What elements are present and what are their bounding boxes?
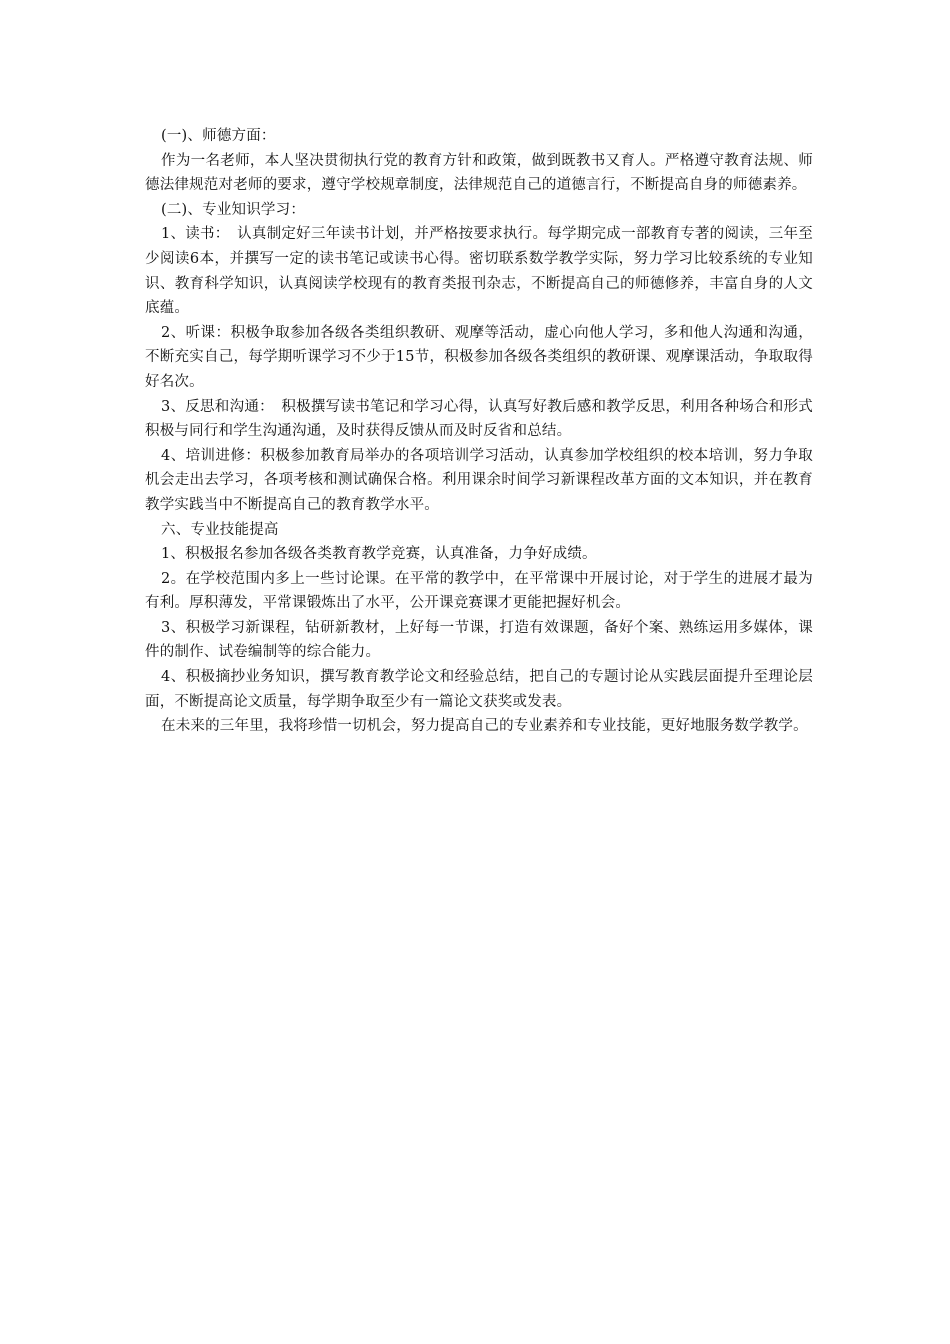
paragraph-lesson-observation: 2、听课：积极争取参加各级各类组织教研、观摩等活动，虚心向他人学习，多和他人沟通和沟通，不断充实自己，每学期听课学习不少于15节，积极参加各级各类组织的教研课、观摩课活动，争取取得好名次。 (145, 324, 813, 390)
paragraph-discussion-class: 2。在学校范围内多上一些讨论课。在平常的教学中，在平常课中开展讨论，对于学生的进展才最为有利。厚积薄发，平常课锻炼出了水平，公开课竞赛课才更能把握好机会。 (145, 570, 813, 612)
section-heading-ethics: (一)、师德方面： (161, 128, 276, 144)
paragraph-new-curriculum: 3、积极学习新课程，钻研新教材，上好每一节课，打造有效课题，备好个案、熟练运用多媒体，课件的制作、试卷编制等的综合能力。 (145, 619, 813, 661)
paragraph-papers: 4、积极摘抄业务知识，撰写教育教学论文和经验总结，把自己的专题讨论从实践层面提升至理论层面，不断提高论文质量，每学期争取至少有一篇论文获奖或发表。 (145, 669, 813, 710)
section-heading-knowledge: (二)、专业知识学习： (161, 201, 306, 218)
paragraph-training: 4、培训进修：积极参加教育局举办的各项培训学习活动，认真参加学校组织的校本培训，努力争取机会走出去学习，各项考核和测试确保合格。利用课余时间学习新课程改革方面的文本知识，并在教育教学实践当中不断提高自己的教育教学水平。 (145, 447, 813, 513)
section-heading-skills: 六、专业技能提高 (161, 521, 279, 538)
paragraph-ethics: 作为一名老师，本人坚决贯彻执行党的教育方针和政策，做到既教书又育人。严格遵守教育法规、师德法律规范对老师的要求，遵守学校规章制度，法律规范自己的道德言行，不断提高自身的师德素养。 (145, 152, 813, 194)
paragraph-competition: 1、积极报名参加各级各类教育教学竞赛，认真准备，力争好成绩。 (161, 546, 597, 563)
paragraph-conclusion: 在未来的三年里，我将珍惜一切机会，努力提高自己的专业素养和专业技能，更好地服务数学教学。 (161, 718, 808, 735)
paragraph-reading: 1、读书： 认真制定好三年读书计划，并严格按要求执行。每学期完成一部教育专著的阅读，三年至少阅读6本，并撰写一定的读书笔记或读书心得。密切联系数学教学实际，努力学习比较系统的专业知识、教育科学知识，认真阅读学校现有的教育类报刊杂志，不断提高自己的师德修养，丰富自身的人文底蕴。 (145, 226, 813, 317)
paragraph-reflection: 3、反思和沟通： 积极撰写读书笔记和学习心得，认真写好教后感和教学反思，利用各种场合和形式积极与同行和学生沟通沟通，及时获得反馈从而及时反省和总结。 (145, 398, 813, 440)
document-body (145, 124, 813, 739)
